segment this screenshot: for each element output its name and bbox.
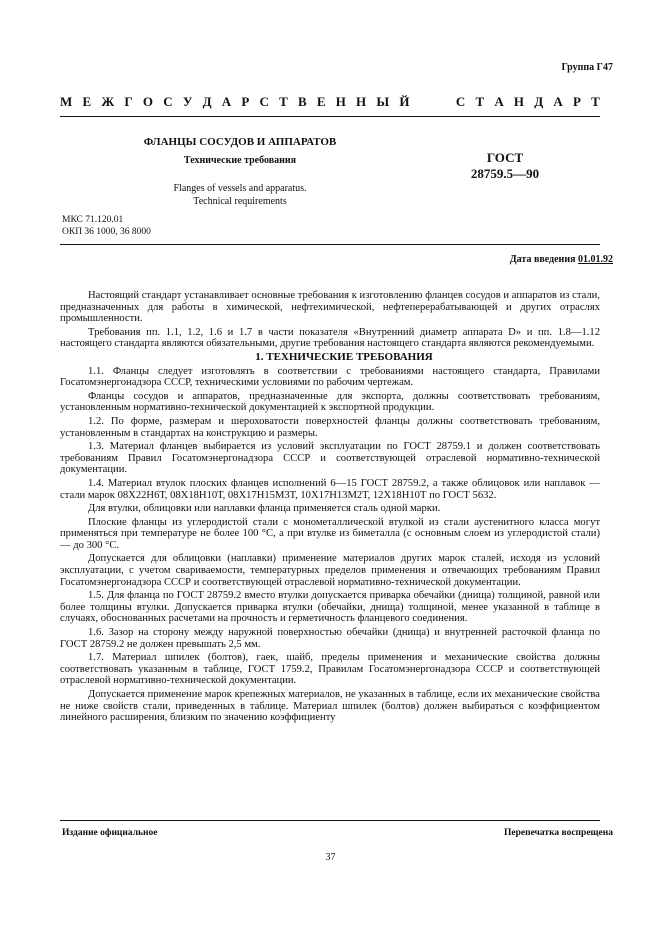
introduction-date xyxy=(510,254,613,265)
paragraph: 1.6. Зазор на сторону между наружной поверхностью обечайки (днища) и внутренней расточкой фланца по ГОСТ 28759.2 не должен превышать 2,5 мм. xyxy=(60,627,600,650)
english-title-line2: Technical requirements xyxy=(193,196,287,207)
heading-letter: С xyxy=(455,94,466,109)
document-subtitle: Технические требования xyxy=(183,155,297,166)
heading-rule xyxy=(60,116,600,117)
heading-letter: Е xyxy=(316,94,326,109)
heading-letter: Н xyxy=(335,94,346,109)
heading-letter: А xyxy=(494,94,504,109)
reprint-prohibited-note: Перепечатка воспрещена xyxy=(503,828,613,838)
title-block-rule xyxy=(60,244,600,245)
paragraph: 1.7. Материал шпилек (болтов), гаек, шайб, пределы применения и механические свойства должны соответствовать указанным в таблице, ГОСТ 1759.2, Правилам Госатомэнергонадзора СССР и соответствующей отраслевой нормативно-технической документации. xyxy=(60,652,600,687)
document-title: ФЛАНЦЫ СОСУДОВ И АППАРАТОВ xyxy=(143,136,337,148)
paragraph: 1.4. Материал втулок плоских фланцев исполнений 6—15 ГОСТ 28759.2, а также облицовок или наплавок — стали марок 08Х22Н6Т, 08Х18Н10Т, 08Х17Н15М3Т, 10Х17Н13М2Т, 12Х18Н10Т по ГОСТ 5632. xyxy=(60,477,600,501)
paragraph: 1.5. Для фланца по ГОСТ 28759.2 вместо втулки допускается приварка обечайки (днища) толщиной, равной или более толщины втулки. Допускается приварка втулки (обечайки, днища) толщиной, менее указанной в таблице в случаях, обоснованных расчетами на прочность и герметичность фланцевого соединения. xyxy=(60,590,600,625)
paragraph: 1.1. Фланцы следует изготовлять в соответствии с требованиями настоящего стандарта, Правилами Госатомэнергонадзора СССР, техническими условиями по рабочим чертежам. xyxy=(60,365,600,389)
gost-label: ГОСТ xyxy=(486,150,524,165)
heading-letter: А xyxy=(221,94,232,109)
paragraph: 1.3. Материал фланцев выбирается из условий эксплуатации по ГОСТ 28759.1 и должен соответствовать требованиям Правил Госатомэнергонадзора СССР и соответствующей отраслевой нормативно-технической документации. xyxy=(60,441,600,476)
heading-letter: С xyxy=(163,94,173,109)
paragraph: Настоящий стандарт устанавливает основные требования к изготовлению фланцев сосудов и аппаратов из стали, предназначенных для работы в химической, нефтехимической, нефтеперерабатывающей и других отраслях промышленности. xyxy=(60,290,600,325)
english-title xyxy=(130,182,350,208)
heading-letter: В xyxy=(297,94,307,109)
heading-letter: Р xyxy=(241,94,250,109)
heading-gap xyxy=(420,94,446,110)
heading-letter: Р xyxy=(573,94,581,109)
paragraph: Допускается для облицовки (наплавки) применение материалов других марок сталей, исходя из условий эксплуатации, с учетом свариваемости, температурных пределов применения и отвечающих требованиям Правил Госатомэнергонадзора СССР и соответствующей отраслевой нормативно-технической документации. xyxy=(60,553,600,588)
heading-letter: С xyxy=(259,94,269,109)
page-number: 37 xyxy=(325,852,336,863)
section-heading: 1. ТЕХНИЧЕСКИЕ ТРЕБОВАНИЯ xyxy=(255,350,433,363)
date-label: Дата введения xyxy=(509,254,576,265)
gost-designation xyxy=(460,150,550,182)
heading-letter: Т xyxy=(475,94,485,109)
heading-letter: Н xyxy=(356,94,367,109)
group-code: Группа Г47 xyxy=(561,62,613,73)
heading-letter: Н xyxy=(513,94,525,109)
gost-number: 28759.5—90 xyxy=(470,166,540,181)
paragraph: Фланцы сосудов и аппаратов, предназначенные для экспорта, должны соответствовать требованиям, установленным нормативно-технической документацией к экспортной продукции. xyxy=(60,390,600,414)
heading-letter: Д xyxy=(534,94,544,109)
heading-letter: Ы xyxy=(376,94,390,109)
heading-letter: О xyxy=(142,94,154,109)
paragraph: Допускается применение марок крепежных материалов, не указанных в таблице, если их механические свойства не ниже свойств стали, приведенных в таблице. Материал шпилек (болтов) должен выбираться с коэффициентом линейного расширения, близким по значению коэффициенту xyxy=(60,689,600,724)
heading-letter: Й xyxy=(399,94,410,109)
mks-code: МКС 71.120.01 xyxy=(62,215,124,225)
english-title-line1: Flanges of vessels and apparatus. xyxy=(173,183,307,194)
heading-letter: Д xyxy=(202,94,212,109)
paragraph: Требования пп. 1.1, 1.2, 1.6 и 1.7 в части показателя «Внутренний диаметр аппарата D» и пп. 1.8—1.12 настоящего стандарта являются обязательными, другие требования настоящего стандарта являются рекомендуемыми. xyxy=(60,326,600,350)
document-body xyxy=(60,290,600,726)
heading-letter: Г xyxy=(124,94,133,109)
paragraph: Плоские фланцы из углеродистой стали с монометаллической втулкой из стали аустенитного класса могут применяться при температуре не более 100 °С, а при втулке из биметалла (с основным слоем из углеродистой стали) — до 300 °С. xyxy=(60,516,600,551)
heading-letter: У xyxy=(182,94,193,109)
heading-letter: Е xyxy=(82,94,92,109)
heading-letter: Т xyxy=(279,94,288,109)
heading-letter: М xyxy=(60,94,73,109)
date-value: 01.01.92 xyxy=(578,254,613,265)
heading-letter: Т xyxy=(591,94,600,109)
official-edition-note: Издание официальное xyxy=(62,828,158,838)
heading-letter: Ж xyxy=(101,94,115,109)
paragraph: Для втулки, облицовки или наплавки фланца применяется сталь одной марки. xyxy=(88,503,441,515)
okp-code: ОКП 36 1000, 36 8000 xyxy=(62,227,151,237)
paragraph: 1.2. По форме, размерам и шероховатости поверхностей фланцы должны соответствовать требованиям, установленным в стандартах на конструкцию и размеры. xyxy=(60,415,600,439)
footer-rule xyxy=(60,820,600,821)
heading-letter: А xyxy=(553,94,563,109)
standard-heading xyxy=(60,94,600,110)
classification-codes xyxy=(62,214,151,238)
